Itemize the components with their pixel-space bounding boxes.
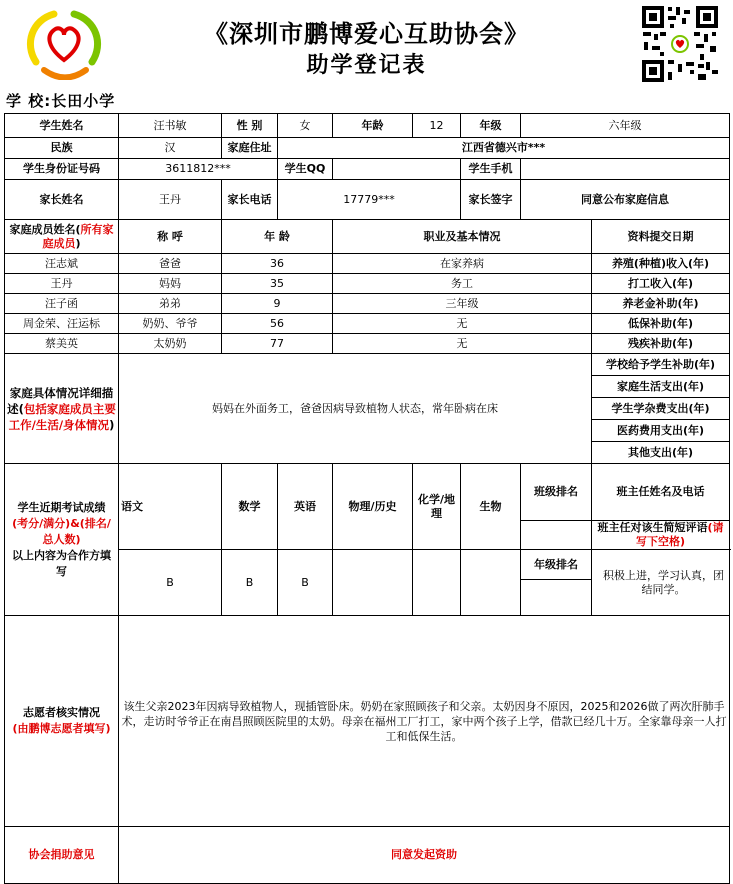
registration-table bbox=[4, 113, 730, 884]
exam-label-a: 学生近期考试成绩 bbox=[17, 500, 106, 514]
score-chinese: B bbox=[119, 550, 222, 616]
family-detail-label bbox=[5, 354, 119, 464]
relation-header: 称 呼 bbox=[119, 220, 222, 254]
address-label: 家庭住址 bbox=[222, 138, 278, 159]
grade-value: 六年级 bbox=[521, 114, 730, 138]
exam-label bbox=[5, 464, 119, 616]
student-id-value: 3611812*** bbox=[119, 159, 278, 180]
volunteer-label-text: 志愿者核实情况 bbox=[23, 706, 100, 719]
school-value: 长田小学 bbox=[51, 92, 116, 110]
finance-label: 低保补助(年) bbox=[592, 314, 730, 334]
student-name-label: 学生姓名 bbox=[5, 114, 119, 138]
subject-english: 英语 bbox=[278, 464, 333, 550]
gender-label: 性 别 bbox=[222, 114, 278, 138]
comment-hint: (请写下空格) bbox=[635, 521, 724, 548]
comment-label bbox=[592, 521, 730, 550]
subject-physics-history: 物理/历史 bbox=[333, 464, 413, 550]
member-relation: 弟弟 bbox=[119, 294, 222, 314]
finance-label: 打工收入(年) bbox=[592, 274, 730, 294]
finance-label: 学校给予学生补助(年) bbox=[592, 354, 730, 376]
student-qq-value bbox=[333, 159, 461, 180]
member-age: 35 bbox=[222, 274, 333, 294]
footer-label: 协会捐助意见 bbox=[5, 827, 119, 884]
member-name: 周金荣、汪运标 bbox=[5, 314, 119, 334]
parent-sign-label: 家长签字 bbox=[461, 180, 521, 220]
teacher-label: 班主任姓名及电话 bbox=[592, 464, 730, 521]
members-header-b: 所有家庭成员 bbox=[42, 222, 114, 250]
class-rank-value bbox=[521, 521, 592, 550]
member-age: 9 bbox=[222, 294, 333, 314]
student-name: 汪书敏 bbox=[119, 114, 222, 138]
subject-biology: 生物 bbox=[461, 464, 521, 550]
student-phone-label: 学生手机 bbox=[461, 159, 521, 180]
ethnicity-value: 汉 bbox=[119, 138, 222, 159]
finance-label: 残疾补助(年) bbox=[592, 334, 730, 354]
school-label: 学 校: bbox=[6, 92, 52, 110]
address-value: 江西省德兴市*** bbox=[278, 138, 730, 159]
finance-label: 其他支出(年) bbox=[592, 442, 730, 464]
family-detail-text: 妈妈在外面务工，爸爸因病导致植物人状态，常年卧病在床 bbox=[119, 354, 592, 464]
teacher-comment: 积极上进，学习认真，团结同学。 bbox=[592, 550, 730, 616]
student-phone-value bbox=[521, 159, 730, 180]
age-value: 12 bbox=[413, 114, 461, 138]
form-header bbox=[0, 0, 733, 88]
family-detail-label-c: ) bbox=[109, 417, 115, 432]
score-math: B bbox=[222, 550, 278, 616]
member-job: 无 bbox=[333, 314, 592, 334]
member-name: 王丹 bbox=[5, 274, 119, 294]
volunteer-label bbox=[5, 616, 119, 827]
school-line bbox=[6, 90, 115, 111]
volunteer-label-sub: (由鹏博志愿者填写) bbox=[12, 722, 111, 735]
member-relation: 爸爸 bbox=[119, 254, 222, 274]
volunteer-text: 该生父亲2023年因病导致植物人，现插管卧床。奶奶在家照顾孩子和父亲。太奶因身不原因，2025和2026做了两次肝肺手术，走访时爷爷正在南昌照顾医院里的太奶。母亲在福州工厂打工，家中两个孩子上学，借款已经几十万。全家靠母亲一人打工和低保生活。 bbox=[119, 616, 730, 827]
family-detail-label-a: 家庭具体情况详细描述( bbox=[7, 385, 114, 416]
form-subtitle: 助学登记表 bbox=[306, 52, 427, 78]
member-relation: 妈妈 bbox=[119, 274, 222, 294]
members-header bbox=[5, 220, 119, 254]
exam-label-c: 以上内容为合作方填写 bbox=[12, 548, 111, 578]
finance-label: 学生学杂费支出(年) bbox=[592, 398, 730, 420]
parent-phone: 17779*** bbox=[278, 180, 461, 220]
finance-label: 养老金补助(年) bbox=[592, 294, 730, 314]
score-biology bbox=[461, 550, 521, 616]
member-job: 在家养病 bbox=[333, 254, 592, 274]
member-relation: 奶奶、爷爷 bbox=[119, 314, 222, 334]
subject-chinese: 语文 bbox=[121, 499, 143, 513]
student-qq-label: 学生QQ bbox=[278, 159, 333, 180]
member-age: 36 bbox=[222, 254, 333, 274]
members-header-c: ) bbox=[75, 236, 81, 250]
members-header-a: 家庭成员姓名( bbox=[9, 222, 81, 236]
student-id-label: 学生身份证号码 bbox=[5, 159, 119, 180]
subject-chemistry-geography: 化学/地理 bbox=[413, 464, 461, 550]
subject-header bbox=[119, 464, 222, 550]
score-english: B bbox=[278, 550, 333, 616]
form-title: 《深圳市鹏博爱心互助协会》 bbox=[204, 19, 529, 48]
ethnicity-label: 民族 bbox=[5, 138, 119, 159]
finance-label: 家庭生活支出(年) bbox=[592, 376, 730, 398]
member-job: 三年级 bbox=[333, 294, 592, 314]
finance-label: 养殖(种植)收入(年) bbox=[592, 254, 730, 274]
grade-rank-label: 年级排名 bbox=[521, 550, 592, 580]
age-label: 年龄 bbox=[333, 114, 413, 138]
grade-rank-value bbox=[521, 580, 592, 616]
subject-math: 数学 bbox=[222, 464, 278, 550]
qr-code-icon bbox=[640, 4, 720, 84]
member-name: 汪子函 bbox=[5, 294, 119, 314]
score-physics-history bbox=[333, 550, 413, 616]
class-rank-label: 班级排名 bbox=[521, 464, 592, 521]
member-job: 务工 bbox=[333, 274, 592, 294]
member-name: 蔡美英 bbox=[5, 334, 119, 354]
member-age: 77 bbox=[222, 334, 333, 354]
parent-name: 王丹 bbox=[119, 180, 222, 220]
score-chemistry-geography bbox=[413, 550, 461, 616]
comment-label-text: 班主任对该生简短评语 bbox=[597, 521, 708, 534]
consent-text: 同意公布家庭信息 bbox=[521, 180, 730, 220]
job-header: 职业及基本情况 bbox=[333, 220, 592, 254]
member-name: 汪志斌 bbox=[5, 254, 119, 274]
family-detail-label-b: 包括家庭成员主要工作/生活/身体情况 bbox=[8, 401, 116, 432]
submit-date-label: 资料提交日期 bbox=[592, 220, 730, 254]
finance-label: 医药费用支出(年) bbox=[592, 420, 730, 442]
parent-phone-label: 家长电话 bbox=[222, 180, 278, 220]
member-relation: 太奶奶 bbox=[119, 334, 222, 354]
member-age: 56 bbox=[222, 314, 333, 334]
footer-decision: 同意发起资助 bbox=[119, 827, 730, 884]
grade-label: 年级 bbox=[461, 114, 521, 138]
gender-value: 女 bbox=[278, 114, 333, 138]
age-header: 年 龄 bbox=[222, 220, 333, 254]
member-job: 无 bbox=[333, 334, 592, 354]
parent-name-label: 家长姓名 bbox=[5, 180, 119, 220]
exam-label-b: (考分/满分)&(排名/总人数) bbox=[12, 516, 111, 546]
